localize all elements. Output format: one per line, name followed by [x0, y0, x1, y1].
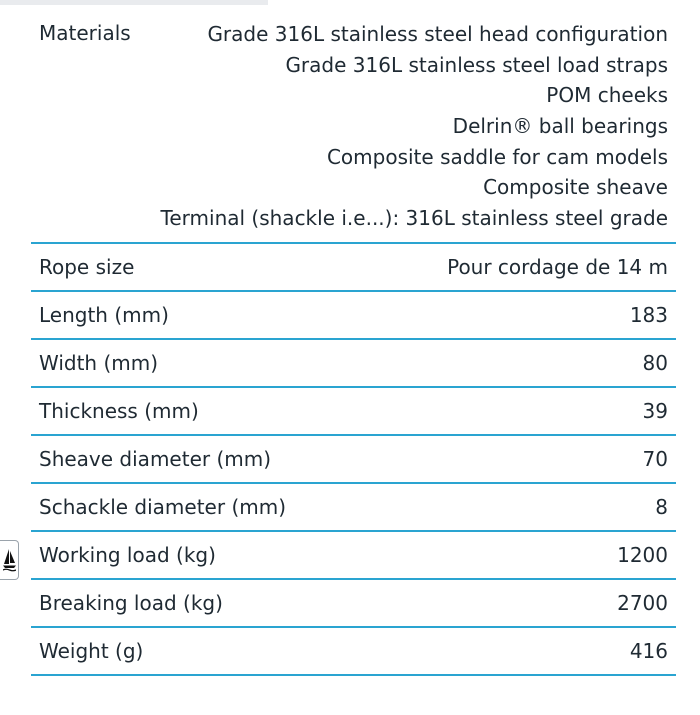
- spec-label: Sheave diameter (mm): [39, 447, 272, 471]
- spec-row-breaking-load: [31, 580, 676, 628]
- spec-value: 2700: [617, 591, 668, 615]
- spec-label: Rope size: [39, 255, 135, 279]
- top-divider-strip: [0, 0, 268, 5]
- spec-value: 8: [655, 495, 668, 519]
- spec-label: Width (mm): [39, 351, 159, 375]
- spec-value: 80: [642, 351, 668, 375]
- spec-row-weight: [31, 628, 676, 676]
- specifications-table: [31, 14, 676, 676]
- materials-item: Composite sheave: [483, 175, 668, 200]
- spec-label: Weight (g): [39, 639, 144, 663]
- spec-value: 183: [629, 303, 668, 327]
- spec-row-shackle-diameter: [31, 484, 676, 532]
- spec-value: Pour cordage de 14 m: [447, 255, 668, 279]
- spec-row-sheave-diameter: [31, 436, 676, 484]
- spec-value: 416: [629, 639, 668, 663]
- spec-label: Materials: [39, 21, 131, 45]
- spec-label: Schackle diameter (mm): [39, 495, 287, 519]
- spec-value: 39: [642, 399, 668, 423]
- spec-value: 70: [642, 447, 668, 471]
- spec-label: Length (mm): [39, 303, 169, 327]
- spec-row-width: [31, 340, 676, 388]
- materials-item: Terminal (shackle i.e...): 316L stainless steel grade: [160, 206, 668, 231]
- spec-row-length: [31, 292, 676, 340]
- spec-row-working-load: [31, 532, 676, 580]
- sailboat-icon: [3, 547, 16, 573]
- materials-item: Grade 316L stainless steel load straps: [285, 52, 668, 77]
- spec-row-materials: [31, 14, 676, 244]
- materials-list: [161, 23, 668, 238]
- spec-label: Thickness (mm): [39, 399, 199, 423]
- spec-label: Breaking load (kg): [39, 591, 223, 615]
- sailboat-widget-button[interactable]: [0, 540, 19, 580]
- spec-row-thickness: [31, 388, 676, 436]
- materials-item: POM cheeks: [546, 83, 668, 108]
- spec-row-rope-size: [31, 244, 676, 292]
- spec-label: Working load (kg): [39, 543, 216, 567]
- materials-item: Composite saddle for cam models: [326, 144, 668, 169]
- materials-item: Delrin® ball bearings: [452, 114, 668, 139]
- materials-item: Grade 316L stainless steel head configuration: [207, 22, 668, 46]
- spec-value: 1200: [617, 543, 668, 567]
